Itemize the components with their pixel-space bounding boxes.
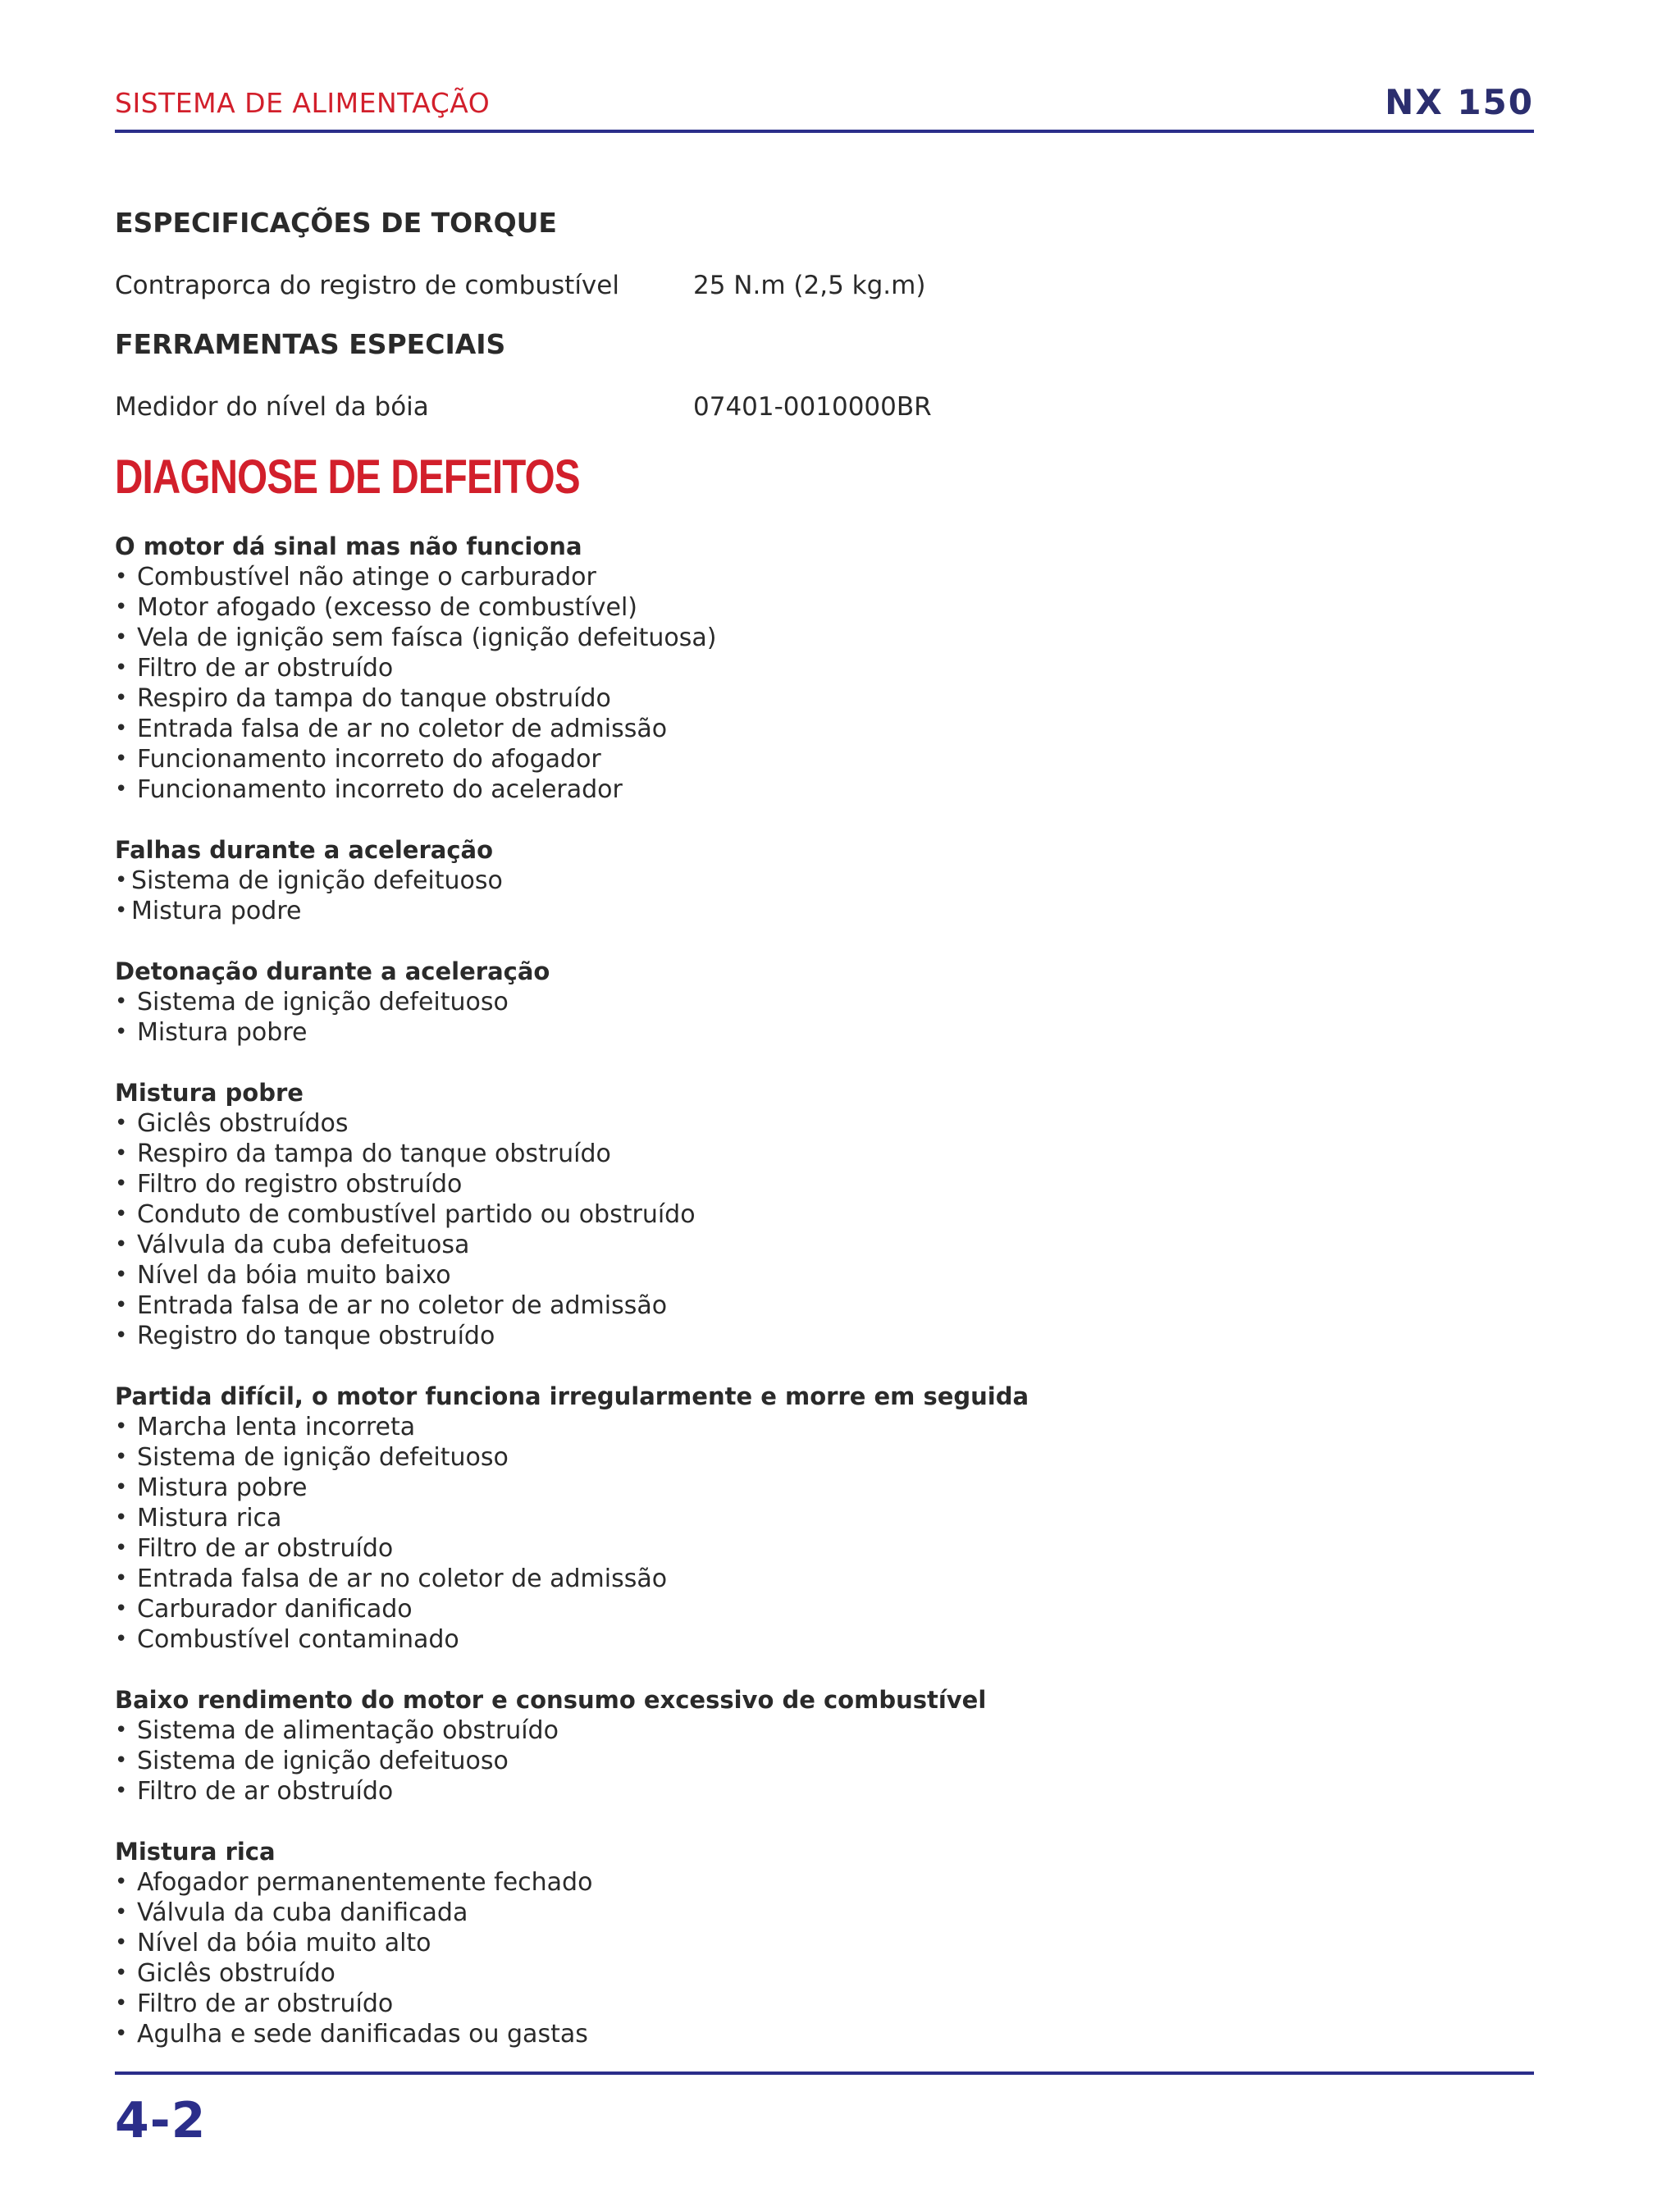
cause-item: • Entrada falsa de ar no coletor de admissão — [115, 714, 1509, 744]
cause-item: • Sistema de ignição defeituoso — [115, 1442, 1509, 1473]
cause-list — [115, 1715, 1509, 1807]
page-number: 4-2 — [115, 2092, 207, 2149]
tool-spec-row — [115, 392, 932, 422]
cause-item: • Afogador permanentemente fechado — [115, 1867, 1509, 1898]
symptom-title: Detonação durante a aceleração — [115, 957, 550, 985]
torque-spec-value: 25 N.m (2,5 kg.m) — [693, 271, 926, 300]
cause-item: • Mistura rica — [115, 1503, 1509, 1533]
cause-item: • Giclês obstruídos — [115, 1108, 1509, 1139]
model-name: NX 150 — [1385, 82, 1534, 122]
cause-item: • Entrada falsa de ar no coletor de admissão — [115, 1564, 1509, 1594]
torque-spec-row — [115, 271, 926, 300]
symptom-group — [115, 957, 1509, 1048]
cause-item: • Mistura pobre — [115, 1017, 1509, 1048]
cause-item: • Combustível não atinge o carburador — [115, 562, 1509, 592]
symptom-group — [115, 1685, 1509, 1807]
cause-list — [115, 866, 1509, 926]
cause-item: • Funcionamento incorreto do afogador — [115, 744, 1509, 774]
symptom-group — [115, 835, 1509, 926]
cause-item: • Respiro da tampa do tanque obstruído — [115, 683, 1509, 714]
cause-list — [115, 1867, 1509, 2049]
cause-item: • Marcha lenta incorreta — [115, 1412, 1509, 1442]
cause-list — [115, 562, 1509, 805]
torque-heading: ESPECIFICAÇÕES DE TORQUE — [115, 207, 557, 239]
cause-item: • Funcionamento incorreto do acelerador — [115, 774, 1509, 805]
symptom-title: Falhas durante a aceleração — [115, 836, 493, 864]
cause-item: • Vela de ignição sem faísca (ignição defeituosa) — [115, 623, 1509, 653]
cause-item: • Filtro de ar obstruído — [115, 653, 1509, 683]
symptom-title: Mistura rica — [115, 1838, 276, 1866]
cause-item: • Filtro de ar obstruído — [115, 1989, 1509, 2019]
cause-item: • Nível da bóia muito baixo — [115, 1260, 1509, 1290]
cause-item: • Entrada falsa de ar no coletor de admissão — [115, 1290, 1509, 1321]
symptom-title: Mistura pobre — [115, 1079, 304, 1107]
section-title: SISTEMA DE ALIMENTAÇÃO — [115, 87, 491, 119]
symptom-group — [115, 1382, 1509, 1655]
symptom-group — [115, 1078, 1509, 1351]
cause-item: • Filtro do registro obstruído — [115, 1169, 1509, 1199]
cause-item: • Mistura pobre — [115, 1473, 1509, 1503]
symptom-group — [115, 532, 1509, 805]
cause-item: • Sistema de ignição defeituoso — [115, 866, 1509, 896]
cause-item: • Sistema de alimentação obstruído — [115, 1715, 1509, 1746]
cause-item: • Sistema de ignição defeituoso — [115, 987, 1509, 1017]
symptom-group — [115, 1837, 1509, 2049]
tool-spec-value: 07401-0010000BR — [693, 392, 932, 422]
cause-item: • Carburador danificado — [115, 1594, 1509, 1624]
cause-item: • Combustível contaminado — [115, 1624, 1509, 1655]
diagnosis-title: DIAGNOSE DE DEFEITOS — [115, 450, 580, 504]
cause-item: • Sistema de ignição defeituoso — [115, 1746, 1509, 1776]
torque-spec-label: Contraporca do registro de combustível — [115, 271, 619, 300]
cause-item: • Válvula da cuba defeituosa — [115, 1230, 1509, 1260]
cause-item: • Giclês obstruído — [115, 1958, 1509, 1989]
cause-item: • Válvula da cuba danificada — [115, 1898, 1509, 1928]
footer-divider — [115, 2072, 1534, 2075]
tool-spec-label: Medidor do nível da bóia — [115, 392, 429, 422]
cause-list — [115, 987, 1509, 1048]
symptom-title: Partida difícil, o motor funciona irregularmente e morre em seguida — [115, 1382, 1029, 1410]
cause-item: • Filtro de ar obstruído — [115, 1533, 1509, 1564]
header-divider — [115, 130, 1534, 133]
cause-item: • Motor afogado (excesso de combustível) — [115, 592, 1509, 623]
cause-item: • Registro do tanque obstruído — [115, 1321, 1509, 1351]
cause-list — [115, 1108, 1509, 1351]
tools-heading: FERRAMENTAS ESPECIAIS — [115, 328, 506, 360]
cause-item: • Filtro de ar obstruído — [115, 1776, 1509, 1807]
symptom-title: O motor dá sinal mas não funciona — [115, 532, 582, 560]
diagnosis-groups — [115, 532, 1509, 2080]
cause-item: • Conduto de combustível partido ou obstruído — [115, 1199, 1509, 1230]
cause-list — [115, 1412, 1509, 1655]
cause-item: • Nível da bóia muito alto — [115, 1928, 1509, 1958]
cause-item: • Mistura podre — [115, 896, 1509, 926]
cause-item: • Respiro da tampa do tanque obstruído — [115, 1139, 1509, 1169]
symptom-title: Baixo rendimento do motor e consumo excessivo de combustível — [115, 1686, 987, 1714]
cause-item: • Agulha e sede danificadas ou gastas — [115, 2019, 1509, 2049]
